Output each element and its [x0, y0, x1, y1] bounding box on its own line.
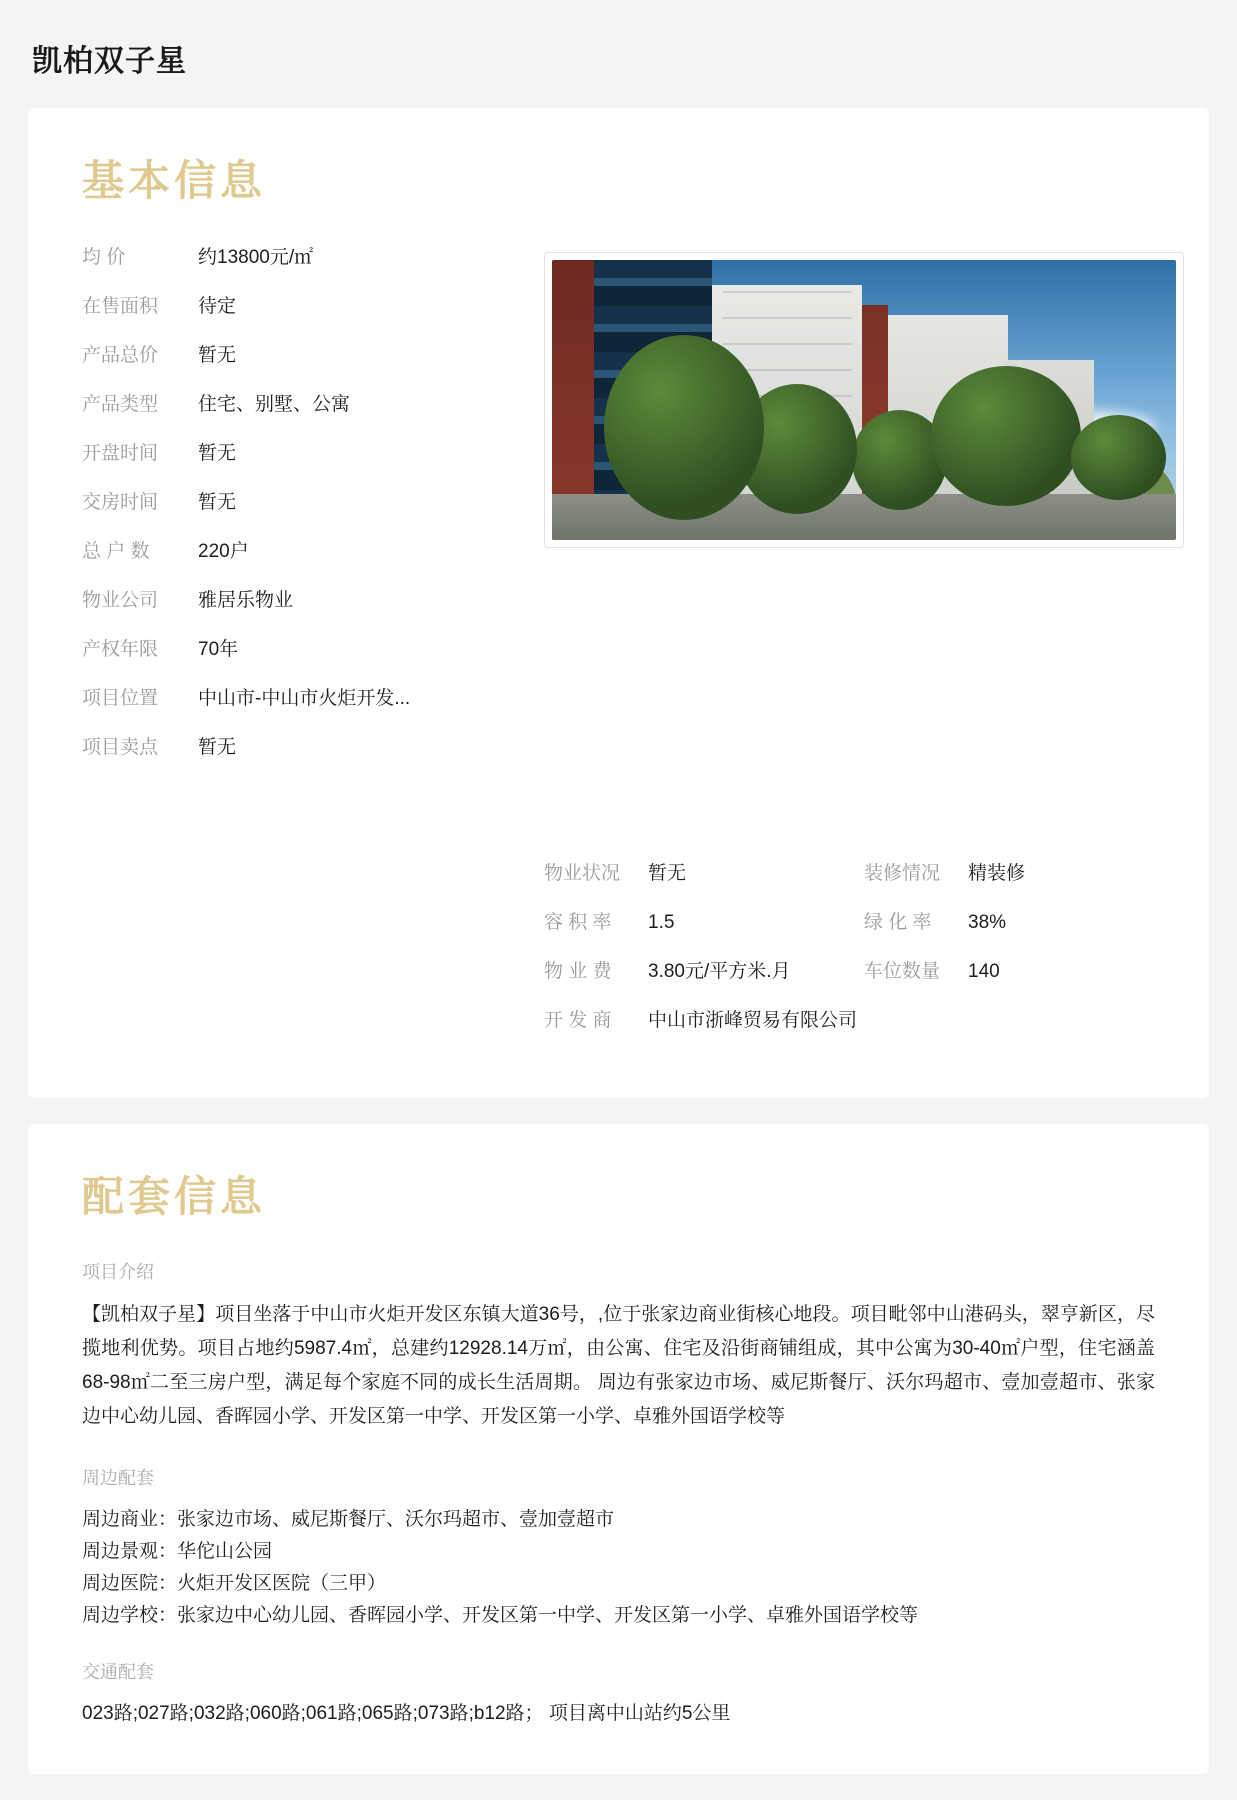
basic-info-body	[64, 242, 1173, 1054]
basic-info-card	[28, 108, 1209, 1098]
spec-row	[544, 858, 1184, 885]
spec-row	[82, 732, 534, 759]
spec-label: 产品总价	[82, 345, 159, 366]
page-title: 凯柏双子星	[32, 45, 187, 78]
spec-label: 物 业 费	[544, 961, 612, 982]
spec-row	[82, 242, 534, 269]
spec-row	[82, 438, 534, 465]
basic-info-right-grid	[544, 858, 1184, 1032]
spec-row	[544, 907, 1184, 934]
project-photo	[552, 260, 1176, 540]
spec-label: 项目卖点	[82, 737, 159, 758]
tree-shape	[1071, 415, 1166, 500]
spec-label: 容 积 率	[544, 912, 612, 933]
spec-label: 总 户 数	[82, 541, 150, 562]
spec-value: 140	[968, 961, 1000, 982]
nearby-line: 周边医院：火炬开发区医院（三甲）	[82, 1573, 387, 1594]
spec-value: 暂无	[648, 863, 687, 884]
spec-label: 在售面积	[82, 296, 159, 317]
spec-label: 绿 化 率	[864, 912, 932, 933]
spec-value: 暂无	[198, 492, 237, 513]
spec-value: 雅居乐物业	[198, 590, 294, 611]
nearby-line: 周边商业：张家边市场、威尼斯餐厅、沃尔玛超市、壹加壹超市	[82, 1509, 615, 1530]
spec-cell	[864, 956, 1184, 983]
spec-value: 中山市-中山市火炬开发...	[198, 688, 411, 709]
intro-text: 【凯柏双子星】项目坐落于中山市火炬开发区东镇大道36号，,位于张家边商业街核心地段。项目毗邻中山港码头，翠亨新区，尽揽地利优势。项目占地约5987.4㎡，总建约12928.14万㎡，由公寓、住宅及沿街商铺组成，其中公寓为30-40㎡户型，住宅涵盖68-98㎡二至三房户型，满足每个家庭不同的成长生活周期。 周边有张家边市场、威尼斯餐厅、沃尔玛超市、壹加壹超市、张家边中心幼儿园、香晖园小学、开发区第一中学、开发区第一小学、卓雅外国语学校等	[82, 1304, 1155, 1427]
spec-value: 精装修	[968, 863, 1026, 884]
basic-info-section-title: 基本信息	[82, 157, 267, 204]
spec-cell	[544, 1005, 1184, 1032]
supporting-info-section-title: 配套信息	[82, 1173, 267, 1220]
spec-value: 暂无	[198, 345, 237, 366]
basic-info-right-column	[534, 242, 1184, 1054]
traffic-label: 交通配套	[82, 1662, 154, 1682]
nearby-line: 周边学校：张家边中心幼儿园、香晖园小学、开发区第一中学、开发区第一小学、卓雅外国语学校等	[82, 1605, 919, 1626]
spec-value: 3.80元/平方米.月	[648, 961, 791, 982]
spacer	[64, 1632, 1173, 1658]
tree-shape	[931, 366, 1081, 506]
spec-label: 均 价	[82, 247, 126, 268]
traffic-text: 023路;027路;032路;060路;061路;065路;073路;b12路； 项目离中山站约5公里	[82, 1703, 731, 1724]
spec-label: 物业状况	[544, 863, 621, 884]
spec-row	[544, 956, 1184, 983]
spec-label: 产权年限	[82, 639, 159, 660]
spec-label: 装修情况	[864, 863, 941, 884]
spec-label: 项目位置	[82, 688, 159, 709]
spec-row	[82, 585, 534, 612]
spec-label: 开盘时间	[82, 443, 159, 464]
spec-label: 产品类型	[82, 394, 159, 415]
spec-cell	[864, 907, 1184, 934]
spec-row	[82, 634, 534, 661]
intro-label: 项目介绍	[82, 1262, 154, 1282]
spec-row	[82, 291, 534, 318]
project-photo-frame	[544, 252, 1184, 548]
nearby-line: 周边景观：华佗山公园	[82, 1541, 273, 1562]
nearby-label: 周边配套	[82, 1468, 154, 1488]
spec-row	[82, 389, 534, 416]
spec-row	[544, 1005, 1184, 1032]
supporting-info-card	[28, 1124, 1209, 1774]
spec-value: 暂无	[198, 737, 237, 758]
spec-cell	[864, 858, 1184, 885]
spec-value: 220户	[198, 541, 249, 562]
basic-info-left-column	[64, 242, 534, 781]
spec-value: 约13800元/㎡	[198, 247, 314, 268]
spec-row	[82, 536, 534, 563]
spec-row	[82, 683, 534, 710]
spec-value: 住宅、别墅、公寓	[198, 394, 351, 415]
spec-label: 车位数量	[864, 961, 941, 982]
spec-row	[82, 340, 534, 367]
spec-value: 70年	[198, 639, 239, 660]
spec-value: 暂无	[198, 443, 237, 464]
tree-shape	[604, 335, 764, 520]
spec-row	[82, 487, 534, 514]
spec-label: 交房时间	[82, 492, 159, 513]
spec-value: 38%	[968, 912, 1007, 933]
spec-label: 开 发 商	[544, 1010, 612, 1031]
spec-cell	[544, 956, 864, 983]
spec-value: 待定	[198, 296, 237, 317]
spec-value: 1.5	[648, 912, 675, 933]
spec-label: 物业公司	[82, 590, 159, 611]
spec-cell	[544, 907, 864, 934]
spec-value: 中山市浙峰贸易有限公司	[648, 1010, 858, 1031]
spec-cell	[544, 858, 864, 885]
